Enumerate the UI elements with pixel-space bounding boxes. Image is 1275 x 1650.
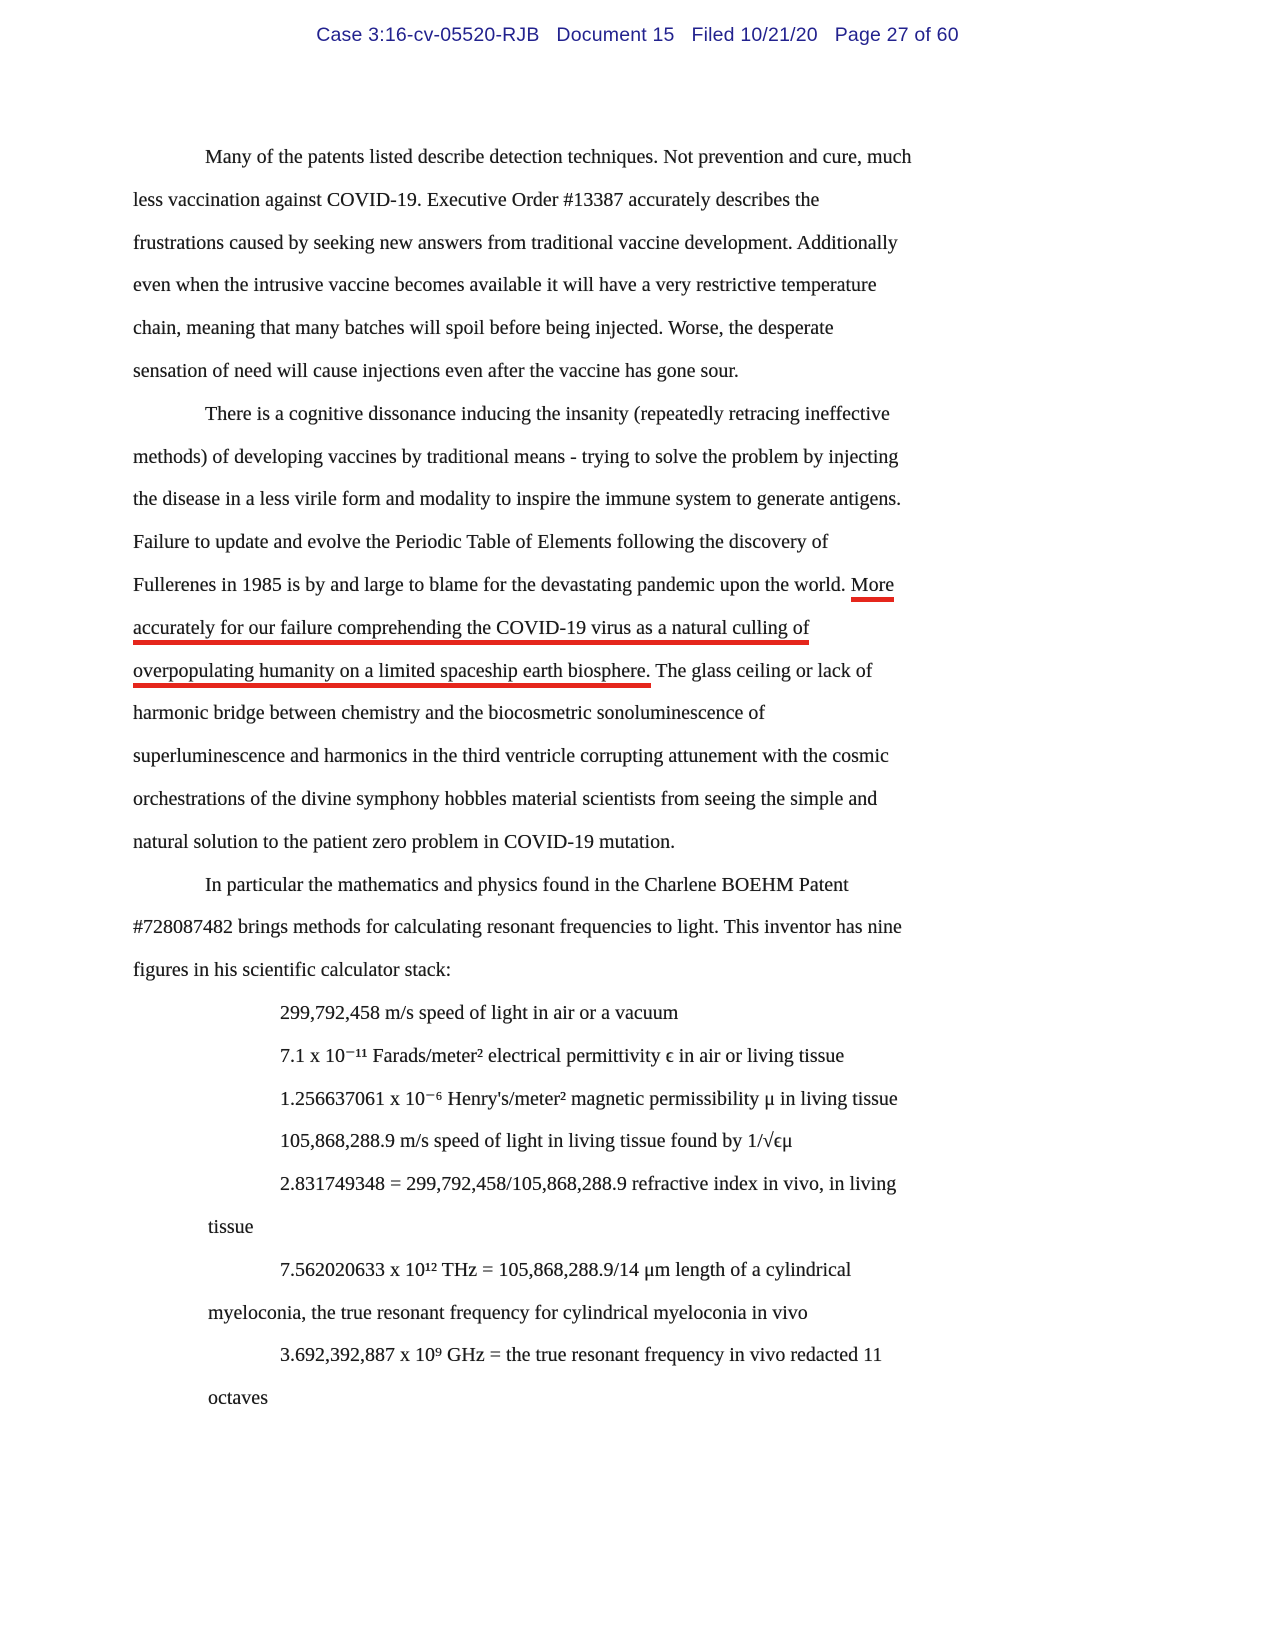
text-line (133, 949, 1063, 992)
text-line (133, 393, 1063, 436)
text-segment: tissue (208, 1215, 254, 1238)
text-line (133, 1206, 1063, 1249)
red-underlined-text-segment: accurately for our failure comprehending the COVID-19 virus as a natural culling of (133, 617, 809, 645)
text-segment: Failure to update and evolve the Periodic Table of Elements following the discovery of (133, 531, 829, 554)
text-line (133, 778, 1063, 821)
text-line (133, 1163, 1063, 1206)
text-segment: The glass ceiling or lack of (650, 659, 873, 682)
text-line (133, 478, 1063, 521)
text-segment: 1.256637061 x 10⁻⁶ Henry's/meter² magnetic permissibility μ in living tissue (280, 1087, 898, 1110)
text-line (133, 607, 1063, 650)
red-underlined-text-segment: More (851, 574, 894, 602)
text-line (133, 436, 1063, 479)
text-line (133, 821, 1063, 864)
text-line (133, 521, 1063, 564)
text-segment: 299,792,458 m/s speed of light in air or a vacuum (280, 1001, 679, 1024)
text-line (133, 1035, 1063, 1078)
text-line (133, 992, 1063, 1035)
text-line (133, 1249, 1063, 1292)
text-line (133, 264, 1063, 307)
text-segment: natural solution to the patient zero problem in COVID-19 mutation. (133, 830, 676, 853)
text-line (133, 179, 1063, 222)
text-segment: figures in his scientific calculator stack: (133, 959, 452, 982)
text-line (133, 906, 1063, 949)
text-segment: the disease in a less virile form and modality to inspire the immune system to generate antigens. (133, 488, 902, 511)
text-line (133, 307, 1063, 350)
text-line (133, 1120, 1063, 1163)
text-segment: methods) of developing vaccines by traditional means - trying to solve the problem by injecting (133, 445, 899, 468)
text-line (133, 650, 1063, 693)
text-line (133, 564, 1063, 607)
text-segment: #728087482 brings methods for calculating resonant frequencies to light. This inventor has nine (133, 916, 902, 939)
text-segment: 105,868,288.9 m/s speed of light in living tissue found by 1/√ϵμ (280, 1130, 793, 1153)
text-line (133, 1078, 1063, 1121)
text-segment: 7.562020633 x 10¹² THz = 105,868,288.9/14 μm length of a cylindrical (280, 1258, 852, 1281)
text-line (133, 222, 1063, 265)
text-line (133, 864, 1063, 907)
text-segment: sensation of need will cause injections even after the vaccine has gone sour. (133, 359, 739, 382)
red-underlined-text-segment: overpopulating humanity on a limited spaceship earth biosphere. (133, 660, 651, 688)
text-line (133, 136, 1063, 179)
text-line (133, 1377, 1063, 1420)
text-segment: 3.692,392,887 x 10⁹ GHz = the true resonant frequency in vivo redacted 11 (280, 1344, 883, 1367)
text-segment: even when the intrusive vaccine becomes available it will have a very restrictive temperature (133, 274, 877, 297)
case-stamp-header: Case 3:16-cv-05520-RJB Document 15 Filed 10/21/20 Page 27 of 60 (316, 24, 959, 46)
text-segment: 7.1 x 10⁻¹¹ Farads/meter² electrical permittivity ϵ in air or living tissue (280, 1044, 845, 1067)
text-line (133, 1334, 1063, 1377)
text-segment: Many of the patents listed describe detection techniques. Not prevention and cure, much (205, 146, 912, 168)
text-segment: harmonic bridge between chemistry and the biocosmetric sonoluminescence of (133, 702, 766, 725)
text-line (133, 735, 1063, 778)
text-segment: Fullerenes in 1985 is by and large to blame for the devastating pandemic upon the world. (133, 573, 851, 596)
text-segment: 2.831749348 = 299,792,458/105,868,288.9 refractive index in vivo, in living (280, 1173, 897, 1196)
document-body (133, 136, 1063, 1420)
text-segment: less vaccination against COVID-19. Executive Order #13387 accurately describes the (133, 188, 820, 211)
text-segment: superluminescence and harmonics in the third ventricle corrupting attunement with the cosmic (133, 745, 889, 768)
text-segment: octaves (208, 1387, 268, 1410)
text-line (133, 1292, 1063, 1335)
text-segment: chain, meaning that many batches will spoil before being injected. Worse, the desperate (133, 317, 834, 340)
text-segment: In particular the mathematics and physics found in the Charlene BOEHM Patent (205, 873, 849, 896)
text-segment: There is a cognitive dissonance inducing the insanity (repeatedly retracing ineffective (205, 402, 890, 425)
text-segment: frustrations caused by seeking new answers from traditional vaccine development. Additionally (133, 231, 898, 254)
text-line (133, 692, 1063, 735)
text-line (133, 350, 1063, 393)
text-segment: myeloconia, the true resonant frequency for cylindrical myeloconia in vivo (208, 1301, 808, 1324)
text-segment: orchestrations of the divine symphony hobbles material scientists from seeing the simple and (133, 787, 878, 810)
